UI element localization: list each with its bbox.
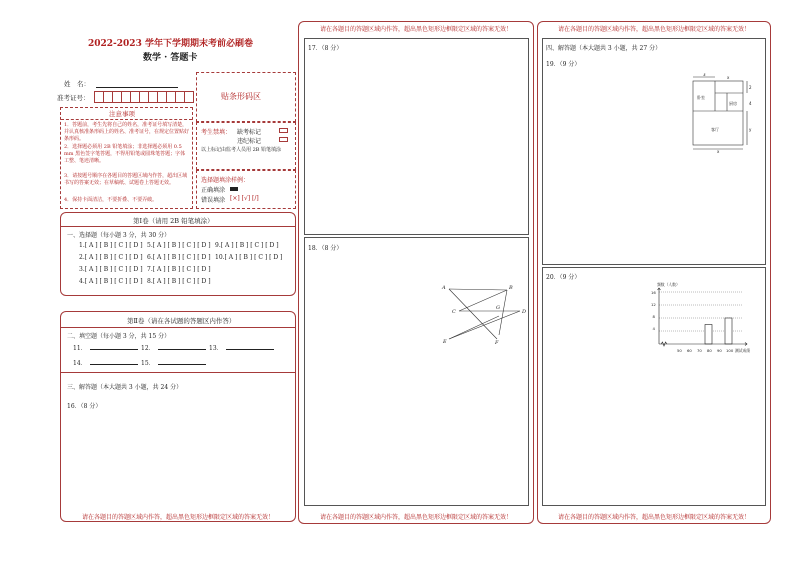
notice-title: 注意事项 [109,110,135,118]
part1-section: 一、选择题（每小题 3 分，共 30 分） [67,232,171,239]
status-note: 以上标记由监考人员用 2B 铅笔填涂 [201,147,282,153]
notice-box [60,107,193,209]
q19-label: 19．（9 分） [546,61,581,68]
cheat-checkbox[interactable] [279,137,288,142]
name-label: 姓 名： [64,80,90,88]
barcode-label: 贴条形码区 [221,92,261,101]
notice-item: 4．保持卡面清洁，不要折叠、不要弄破。 [64,197,158,203]
point-c-label: C [452,309,456,315]
missing-label: 缺考标记 [237,129,262,136]
choice-q3[interactable]: 3.[ A ] [ B ] [ C ] [ D ] [79,266,143,273]
fill-example-box [196,170,296,209]
y-tick: 16 [651,290,656,295]
blank-13[interactable]: 13． [209,343,274,352]
wrong-fill-marks: [×] [√] [/] [230,195,259,202]
warning-col2-bottom: 请在各题目的答题区域内作答，超出黑色矩形边框限定区域的答案无效！ [319,514,512,521]
dim-right-mid: 4 [749,101,752,106]
x-tick: 80 [707,348,712,353]
part2-title: 第Ⅱ卷（请在各试题的答题区内作答） [127,317,236,325]
x-tick: 50 [677,348,682,353]
choice-q9[interactable]: 9.[ A ] [ B ] [ C ] [ D ] [215,242,279,249]
choice-q10[interactable]: 10.[ A ] [ B ] [ C ] [ D ] [215,254,283,261]
fill-example-title: 选择题填涂样例： [201,177,250,184]
x-tick: 100 [726,348,734,353]
q20-box [542,267,766,506]
warning-col3-bottom: 请在各题目的答题区域内作答，超出黑色矩形边框限定区域的答案无效！ [557,514,750,521]
correct-fill-label: 正确填涂 [201,187,226,194]
q16-answer-area[interactable] [65,410,291,514]
status-box [196,122,296,170]
histogram-xlabel: 测试成绩 [735,348,751,353]
choice-q4[interactable]: 4.[ A ] [ B ] [ C ] [ D ] [79,278,143,285]
y-tick: 4 [652,326,655,331]
blank-12[interactable]: 12． [141,343,206,352]
q18-answer-area[interactable] [307,252,526,504]
notice-item: 3．请按题号顺序在各题目的答题区域内作答，超出区域书写的答案无效；在草稿纸、试题卷上答题无效。 [64,173,188,186]
choice-q7[interactable]: 7.[ A ] [ B ] [ C ] [ D ] [147,266,211,273]
section2-title: 二、填空题（每小题 3 分，共 15 分） [67,333,171,340]
y-tick: 8 [652,314,655,319]
status-title: 考生禁填： [201,129,232,136]
choice-q8[interactable]: 8.[ A ] [ B ] [ C ] [ D ] [147,278,211,285]
point-a-label: A [442,285,446,291]
point-e-label: E [443,339,447,345]
histogram-x-axis [659,343,747,346]
q20-answer-area[interactable] [545,368,763,504]
warning-col1: 请在各题目的答题区域内作答，超出黑色矩形边框限定区域的答案无效！ [81,514,274,521]
id-label: 准考证号： [57,94,90,102]
histogram-y-axis [658,288,661,344]
cheat-label: 违纪标记 [237,138,262,145]
y-tick: 12 [651,302,656,307]
x-tick: 70 [697,348,702,353]
room-kitchen: 厨房 [729,101,737,106]
wrong-fill-label: 错误填涂 [201,197,226,204]
choice-q5[interactable]: 5.[ A ] [ B ] [ C ] [ D ] [147,242,211,249]
q18-box [304,237,529,506]
dim-top: 3 [703,73,706,77]
exam-subtitle: 数学 · 答题卡 [143,53,198,63]
choice-q6[interactable]: 6.[ A ] [ B ] [ C ] [ D ] [147,254,211,261]
blank-15[interactable]: 15． [141,358,206,367]
notice-item: 1．答题前，考生先将自己的姓名，准考证号填写清楚，并认真核准条形码上的姓名、准考证号，在规定位置贴好条形码。 [64,122,190,142]
histogram-ylabel: 频数（人数） [657,282,680,287]
barcode-area [196,72,296,122]
dim-right-y: y [749,127,752,132]
dim-top-x: x [727,75,730,80]
point-b-label: B [509,285,513,291]
part1-box [60,212,296,296]
q19-box [542,38,766,265]
dim-bottom-x: x [717,149,720,153]
part1-title: 第Ⅰ卷（请用 2B 铅笔填涂） [133,217,214,225]
q17-answer-area[interactable] [307,53,526,233]
notice-item: 2．选择题必须用 2B 铅笔填涂；非选择题必须用 0.5 mm 黑色签字笔答题，不得用铅笔或圆珠笔答题；字体工整、笔迹清晰。 [64,144,186,164]
blank-14[interactable]: 14． [73,358,138,367]
id-cells[interactable] [94,91,194,103]
x-tick: 90 [717,348,722,353]
q20-label: 20．（9 分） [546,274,581,281]
point-g-label: G [496,305,500,311]
missing-checkbox[interactable] [279,128,288,133]
q19-answer-area[interactable] [545,69,763,263]
warning-col2-top: 请在各题目的答题区域内作答，超出黑色矩形边框限定区域的答案无效！ [319,26,512,33]
part2-box [60,311,296,522]
histogram-bar [725,318,732,344]
choice-q1[interactable]: 1.[ A ] [ B ] [ C ] [ D ] [79,242,143,249]
q17-box [304,38,529,235]
q20-histogram [651,282,761,362]
q16-label: 16．（8 分） [67,403,102,410]
choice-q2[interactable]: 2.[ A ] [ B ] [ C ] [ D ] [79,254,143,261]
name-field[interactable] [96,87,178,88]
q17-label: 17．（8 分） [308,45,343,52]
section4-title: 四、解答题（本大题共 3 小题，共 27 分） [546,45,662,52]
room-bedroom: 卧室 [697,95,705,100]
point-f-label: F [495,340,499,346]
point-d-label: D [522,309,527,315]
section3-title: 三、解答题（本大题共 3 小题，共 24 分） [67,384,183,391]
warning-col3-top: 请在各题目的答题区域内作答，超出黑色矩形边框限定区域的答案无效！ [557,26,750,33]
room-living: 客厅 [711,127,719,132]
correct-fill-mark [230,187,238,191]
histogram-bar [705,325,712,345]
exam-title: 2022-2023 学年下学期期末考前必刷卷 [88,39,253,49]
blank-11[interactable]: 11． [73,343,138,352]
x-tick: 60 [687,348,692,353]
dim-right-top: 2 [749,85,752,90]
q18-label: 18．（8 分） [308,245,343,252]
